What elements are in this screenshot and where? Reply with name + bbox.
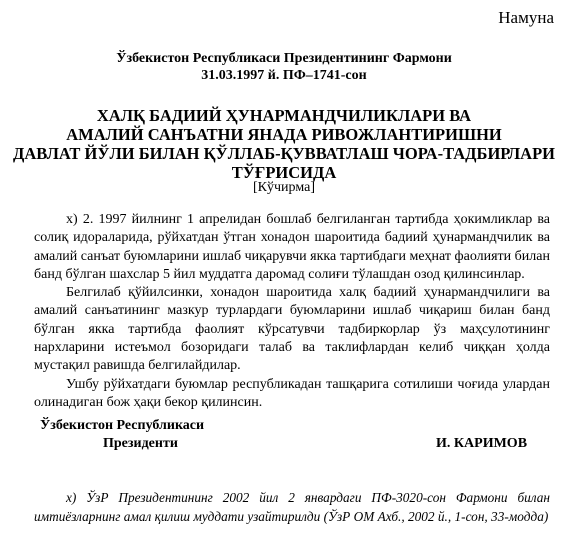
body-paragraph-1: x) 2. 1997 йилнинг 1 апрелидан бошлаб белгиланган тартибда ҳокимликлар ва солиқ идораларида, рўйхатдан ўтган хонадон шароитида бадиий ҳунармандчилик ва амалий санъат буюмларини ишлаб чиқарувчи якка тартибдаги меҳнат фаолияти билан банд бўлган шахслар 5 йил муддатга даромад солиғи тўлашдан озод қилинсинлар. [34, 212, 550, 282]
footnote [34, 488, 550, 526]
title-line-2: АМАЛИЙ САНЪАТНИ ЯНАДА РИВОЖЛАНТИРИШНИ [66, 125, 502, 144]
title-line-3: ДАВЛАТ ЙЎЛИ БИЛАН ҚЎЛЛАБ-ҚУВВАТЛАШ ЧОРА-ТАДБИРЛАРИ [12, 144, 556, 163]
footnote-text: x) ЎзР Президентининг 2002 йил 2 январдаги ПФ-3020-сон Фармони билан имтиёзларнинг амал қилиш муддати узайтирилди (ЎзР ОМ Ахб., 2002 й., 1-сон, 33-модда) [34, 490, 550, 524]
body-paragraph-2: Белгилаб қўйилсинки, хонадон шароитида халқ бадиий ҳунармандчилиги ва амалий санъатининг мазкур турлардаги буюмларини ишлаб чиқариш билан банд бўлган якка тартибда фаолият кўрсатувчи тадбиркорлар ўз маҳсулотининг нархларини истеъмол бозоридаги талаб ва таклифлардан келиб чиққан ҳолда мустақил равишда белгилайдилар. [34, 285, 550, 374]
decree-date-number: 31.03.1997 й. ПФ–1741-сон [201, 68, 367, 83]
signatory-name: И. КАРИМОВ [436, 436, 528, 451]
decree-header [0, 50, 568, 84]
signatory-title: Президенти [103, 436, 178, 451]
title-line-4: ТЎҒРИСИДА [231, 163, 337, 182]
signatory-country: Ўзбекистон Республикаси [40, 418, 205, 433]
document-body [34, 211, 550, 412]
excerpt-label: [Кўчирма] [253, 180, 315, 195]
body-paragraph-3: Ушбу рўйхатдаги буюмлар республикадан ташқарига сотилиши чоғида улардан олинадиган бож ҳақи бекор қилинсин. [34, 376, 550, 410]
sample-label: Намуна [498, 8, 554, 27]
decree-issuer: Ўзбекистон Республикаси Президентининг Фармони [116, 51, 452, 66]
title-line-1: ХАЛҚ БАДИИЙ ҲУНАРМАНДЧИЛИКЛАРИ ВА [96, 106, 472, 125]
document-title [0, 106, 568, 182]
